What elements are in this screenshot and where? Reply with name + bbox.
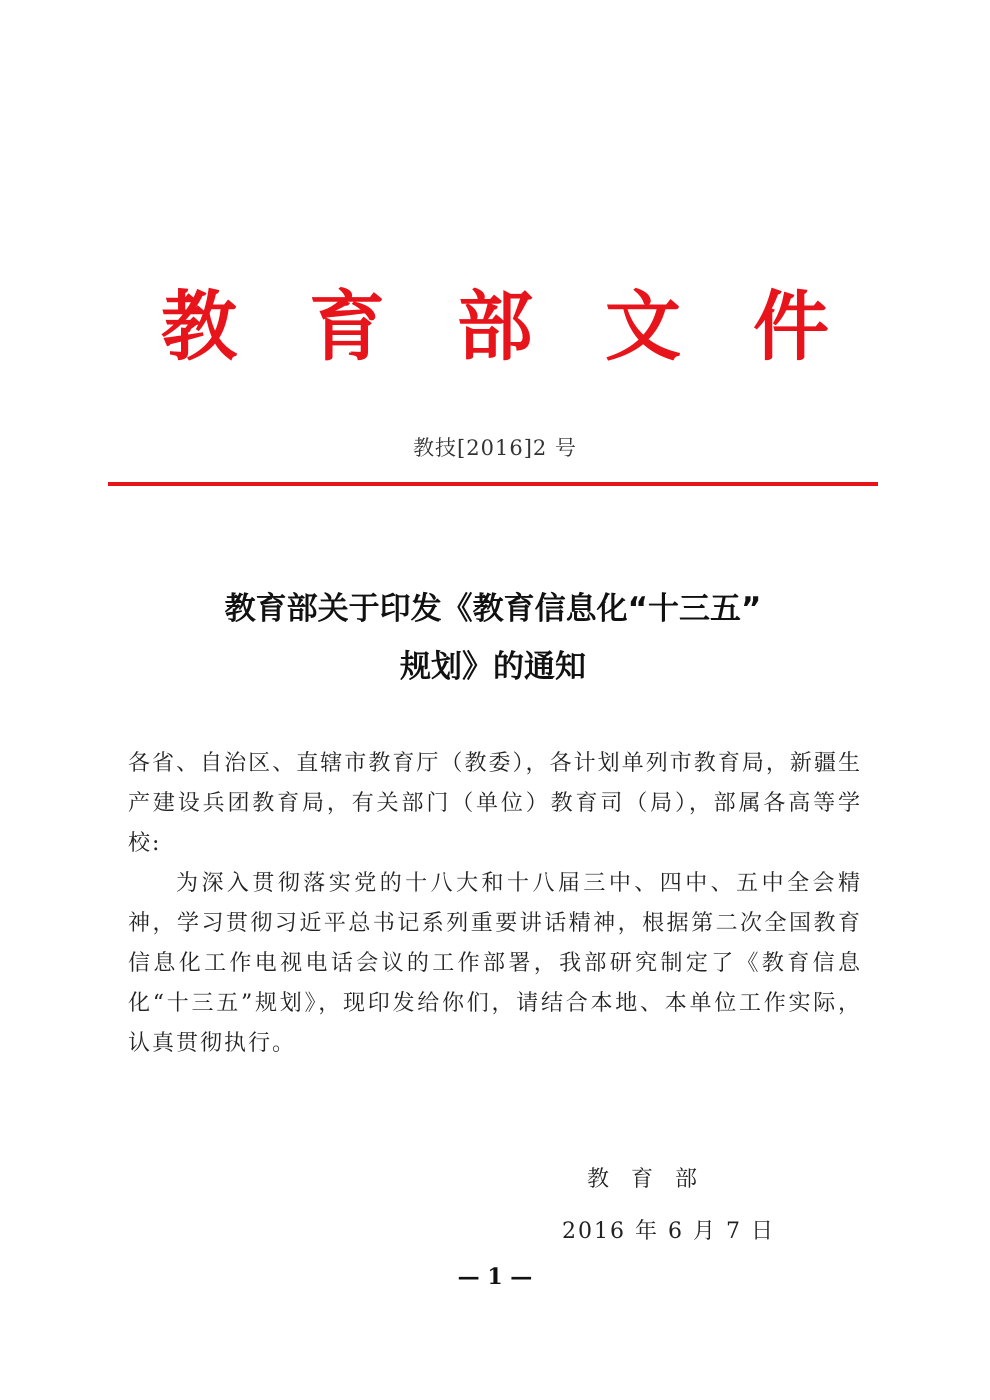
masthead-char: 文 [605,282,681,371]
masthead-char: 教 [161,282,237,371]
masthead-char: 件 [753,282,829,371]
signing-organization: 教育部 [587,1167,720,1192]
title-line-1: 教育部关于印发《教育信息化“十三五” [224,591,762,627]
document-masthead [0,282,990,372]
masthead-char: 部 [457,282,533,371]
title-line-2: 规划》的通知 [400,649,586,685]
document-body [128,744,862,1064]
signing-date: 2016 年 6 月 7 日 [562,1219,775,1244]
red-divider [108,482,878,486]
body-paragraph: 为深入贯彻落实党的十八大和十八届三中、四中、五中全会精神，学习贯彻习近平总书记系列重要讲话精神，根据第二次全国教育信息化工作电视电话会议的工作部署，我部研究制定了《教育信息化“十三五”规划》，现印发给你们，请结合本地、本单位工作实际，认真贯彻执行。 [128,871,862,1056]
addressee: 各省、自治区、直辖市教育厅（教委），各计划单列市教育局，新疆生产建设兵团教育局，有关部门（单位）教育司（局），部属各高等学校: [128,751,862,856]
page-number: — 1 — [457,1264,533,1290]
document-number: 教技[2016]2 号 [413,436,577,460]
masthead-char: 育 [309,282,385,371]
document-title [108,580,878,696]
